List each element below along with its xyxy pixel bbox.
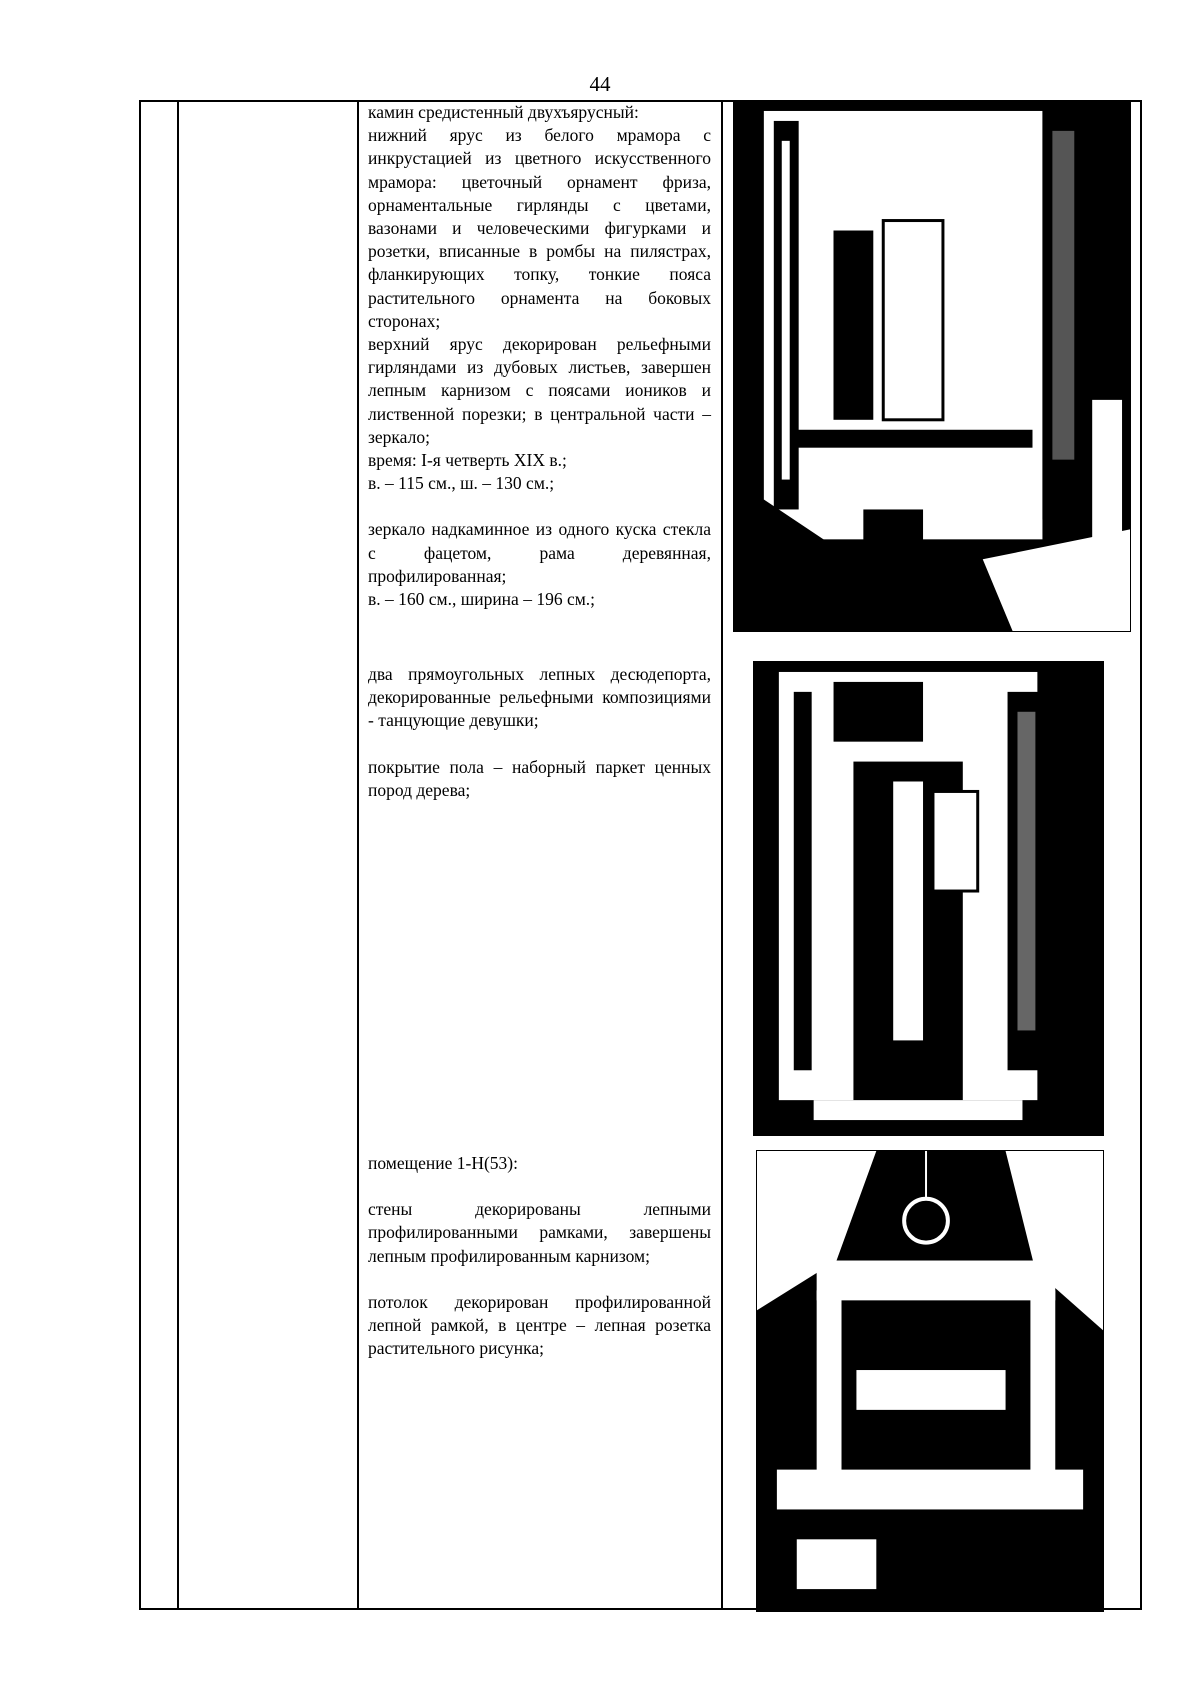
description-paragraph: зеркало надкаминное из одного куска стекла с фацетом, рама деревянная, профилированная; xyxy=(368,519,711,586)
column-divider xyxy=(177,100,179,1610)
description-paragraph: камин средистенный двухъярусный: xyxy=(368,102,639,122)
description-paragraph: стены декорированы лепными профилированными рамками, завершены лепным профилированным карнизом; xyxy=(368,1199,711,1266)
description-paragraph: в. – 115 см., ш. – 130 см.; xyxy=(368,473,555,494)
description-block-overdoors xyxy=(368,663,711,802)
column-divider xyxy=(357,100,359,1610)
description-paragraph: два прямоугольных лепных десюдепорта, декорированные рельефными композициями - танцующие девушки; xyxy=(368,664,711,731)
description-paragraph: нижний ярус из белого мрамора с инкрустацией из цветного искусственного мрамора: цветочный орнамент фриза, орнаментальные гирлянды с цветами, вазонами и человеческими фигурками и розетки, вписанные в ромбы на пилястрах, фланкирующих топку, тонкие пояса растительного орнамента на боковых сторонах; xyxy=(368,125,711,331)
description-paragraph: потолок декорирован профилированной лепной рамкой, в центре – лепная розетка растительного рисунка; xyxy=(368,1291,711,1359)
doorway-photo xyxy=(753,661,1104,1136)
description-paragraph: верхний ярус декорирован рельефными гирляндами из дубовых листьев, завершен лепным карнизом с поясами иоников и лиственной порезки; в центральной части – зеркало; xyxy=(368,334,711,447)
ceiling-photo xyxy=(756,1150,1104,1612)
blank-line xyxy=(368,733,711,756)
description-paragraph: помещение 1-Н(53): xyxy=(368,1153,518,1173)
description-block-fireplace xyxy=(368,101,711,611)
fireplace-photo xyxy=(733,100,1131,632)
blank-line xyxy=(368,1268,711,1291)
column-divider xyxy=(721,100,723,1610)
description-block-room xyxy=(368,1152,711,1360)
page-number: 44 xyxy=(589,72,611,96)
blank-line xyxy=(368,495,711,518)
description-paragraph: в. – 160 см., ширина – 196 см.; xyxy=(368,589,596,610)
description-paragraph: время: I-я четверть XIX в.; xyxy=(368,450,567,471)
description-paragraph: покрытие пола – наборный паркет ценных пород дерева; xyxy=(368,756,711,800)
blank-line xyxy=(368,1175,711,1198)
